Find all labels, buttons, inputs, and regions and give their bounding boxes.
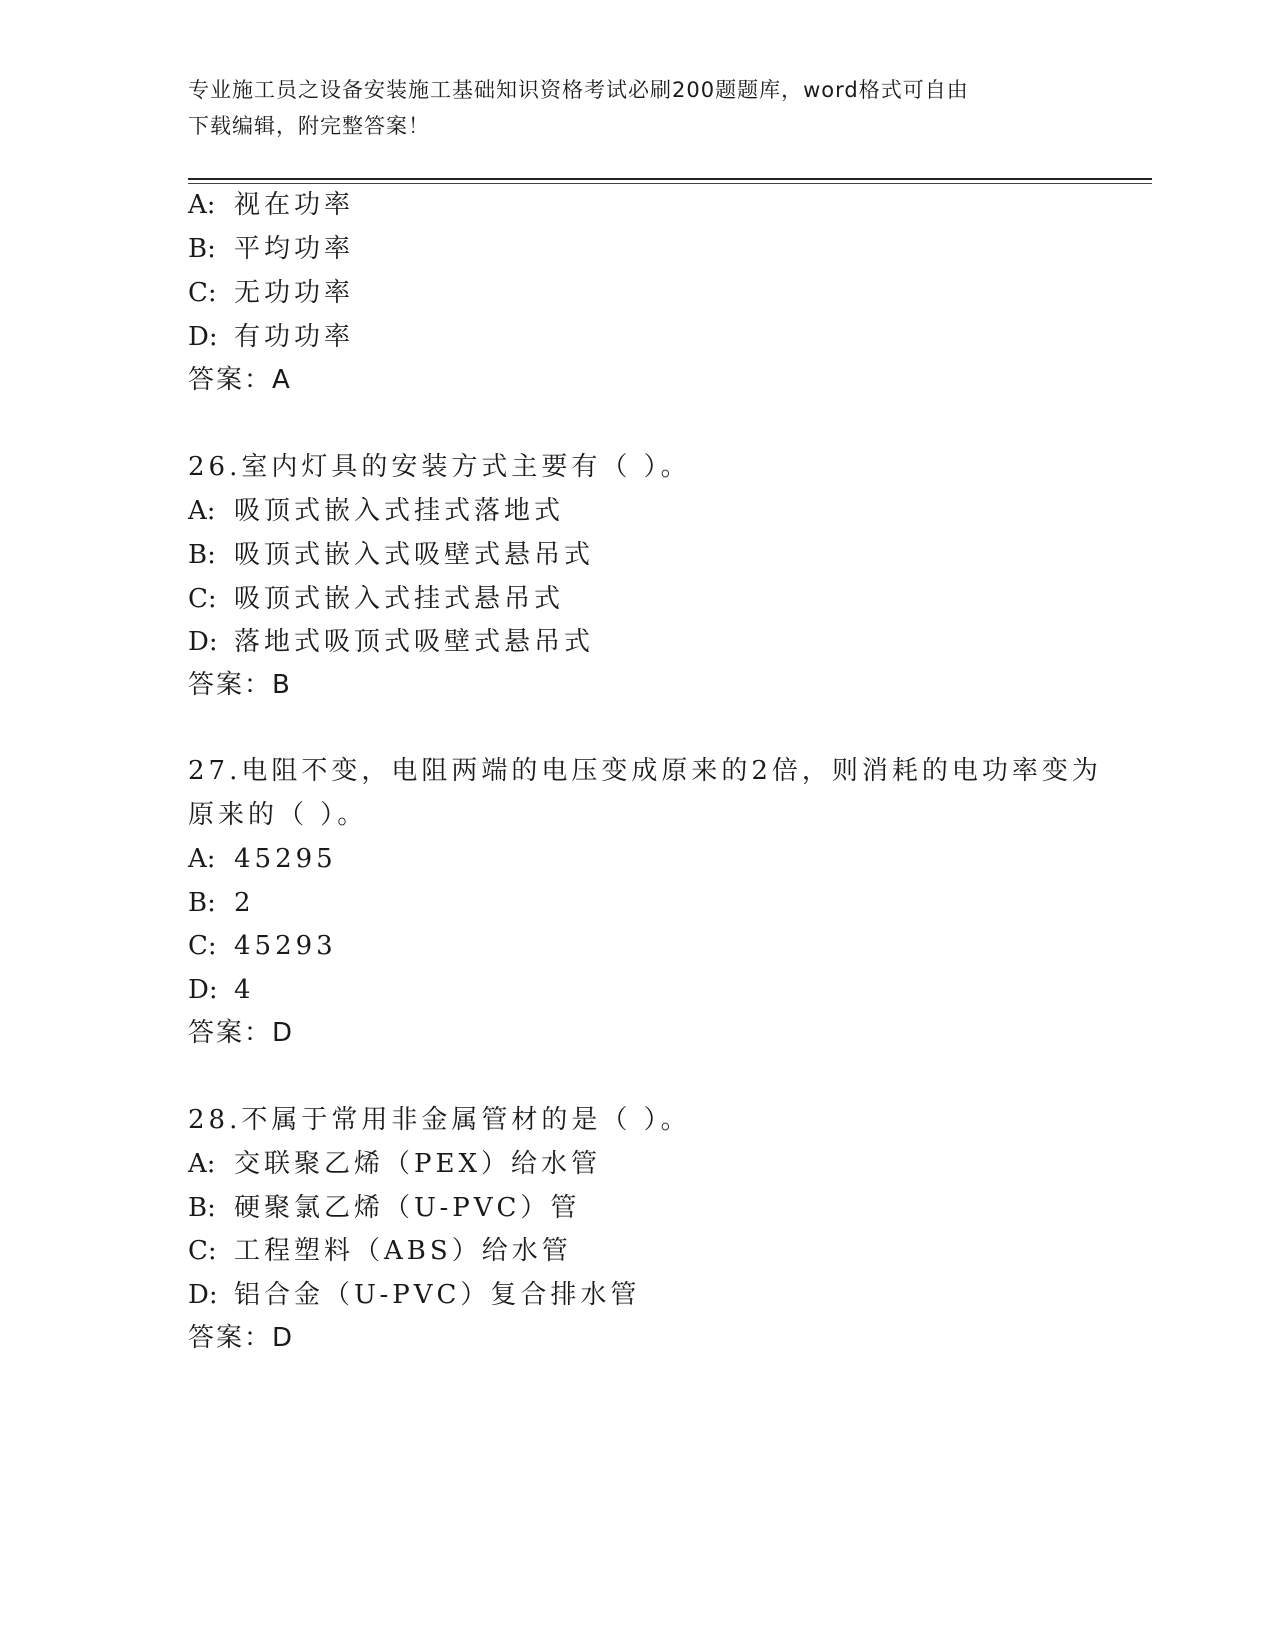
q26-option-d: D: 落地式吸顶式吸壁式悬吊式 [188,627,595,657]
q28-option-a: A: 交联聚乙烯（PEX）给水管 [188,1149,601,1179]
q26-answer: 答案：B [188,670,292,700]
q28-question: 28.不属于常用非金属管材的是（ ）。 [188,1105,691,1135]
q27-option-a: A: 45295 [188,844,337,874]
q27-answer: 答案：D [188,1018,295,1048]
q27-option-b: B: 2 [188,888,255,918]
header-divider-thin [188,183,1152,184]
q25-option-c: C: 无功功率 [188,278,355,308]
header-line-2: 下载编辑，附完整答案！ [188,114,430,138]
q28-answer: 答案：D [188,1323,295,1353]
header-line-1: 专业施工员之设备安装施工基础知识资格考试必刷200题题库，word格式可自由 [188,78,969,102]
q25-answer: 答案：A [188,365,292,395]
q27-question-line-1: 27.电阻不变，电阻两端的电压变成原来的2倍，则消耗的电功率变为 [188,756,1102,786]
document-header [188,72,1088,144]
q27-option-d: D: 4 [188,975,255,1005]
q27-question-line-2: 原来的（ ）。 [188,800,368,830]
q25-option-d: D: 有功功率 [188,322,355,352]
q26-option-b: B: 吸顶式嵌入式吸壁式悬吊式 [188,540,595,570]
q25-option-b: B: 平均功率 [188,234,355,264]
q28-option-d: D: 铝合金（U-PVC）复合排水管 [188,1280,641,1310]
q26-option-a: A: 吸顶式嵌入式挂式落地式 [188,496,565,526]
q28-option-b: B: 硬聚氯乙烯（U-PVC）管 [188,1193,581,1223]
q25-option-a: A: 视在功率 [188,190,355,220]
q26-option-c: C: 吸顶式嵌入式挂式悬吊式 [188,584,565,614]
q28-option-c: C: 工程塑料（ABS）给水管 [188,1236,572,1266]
q26-question: 26.室内灯具的安装方式主要有（ ）。 [188,452,691,482]
header-divider-thick [188,178,1152,180]
q27-option-c: C: 45293 [188,931,337,961]
